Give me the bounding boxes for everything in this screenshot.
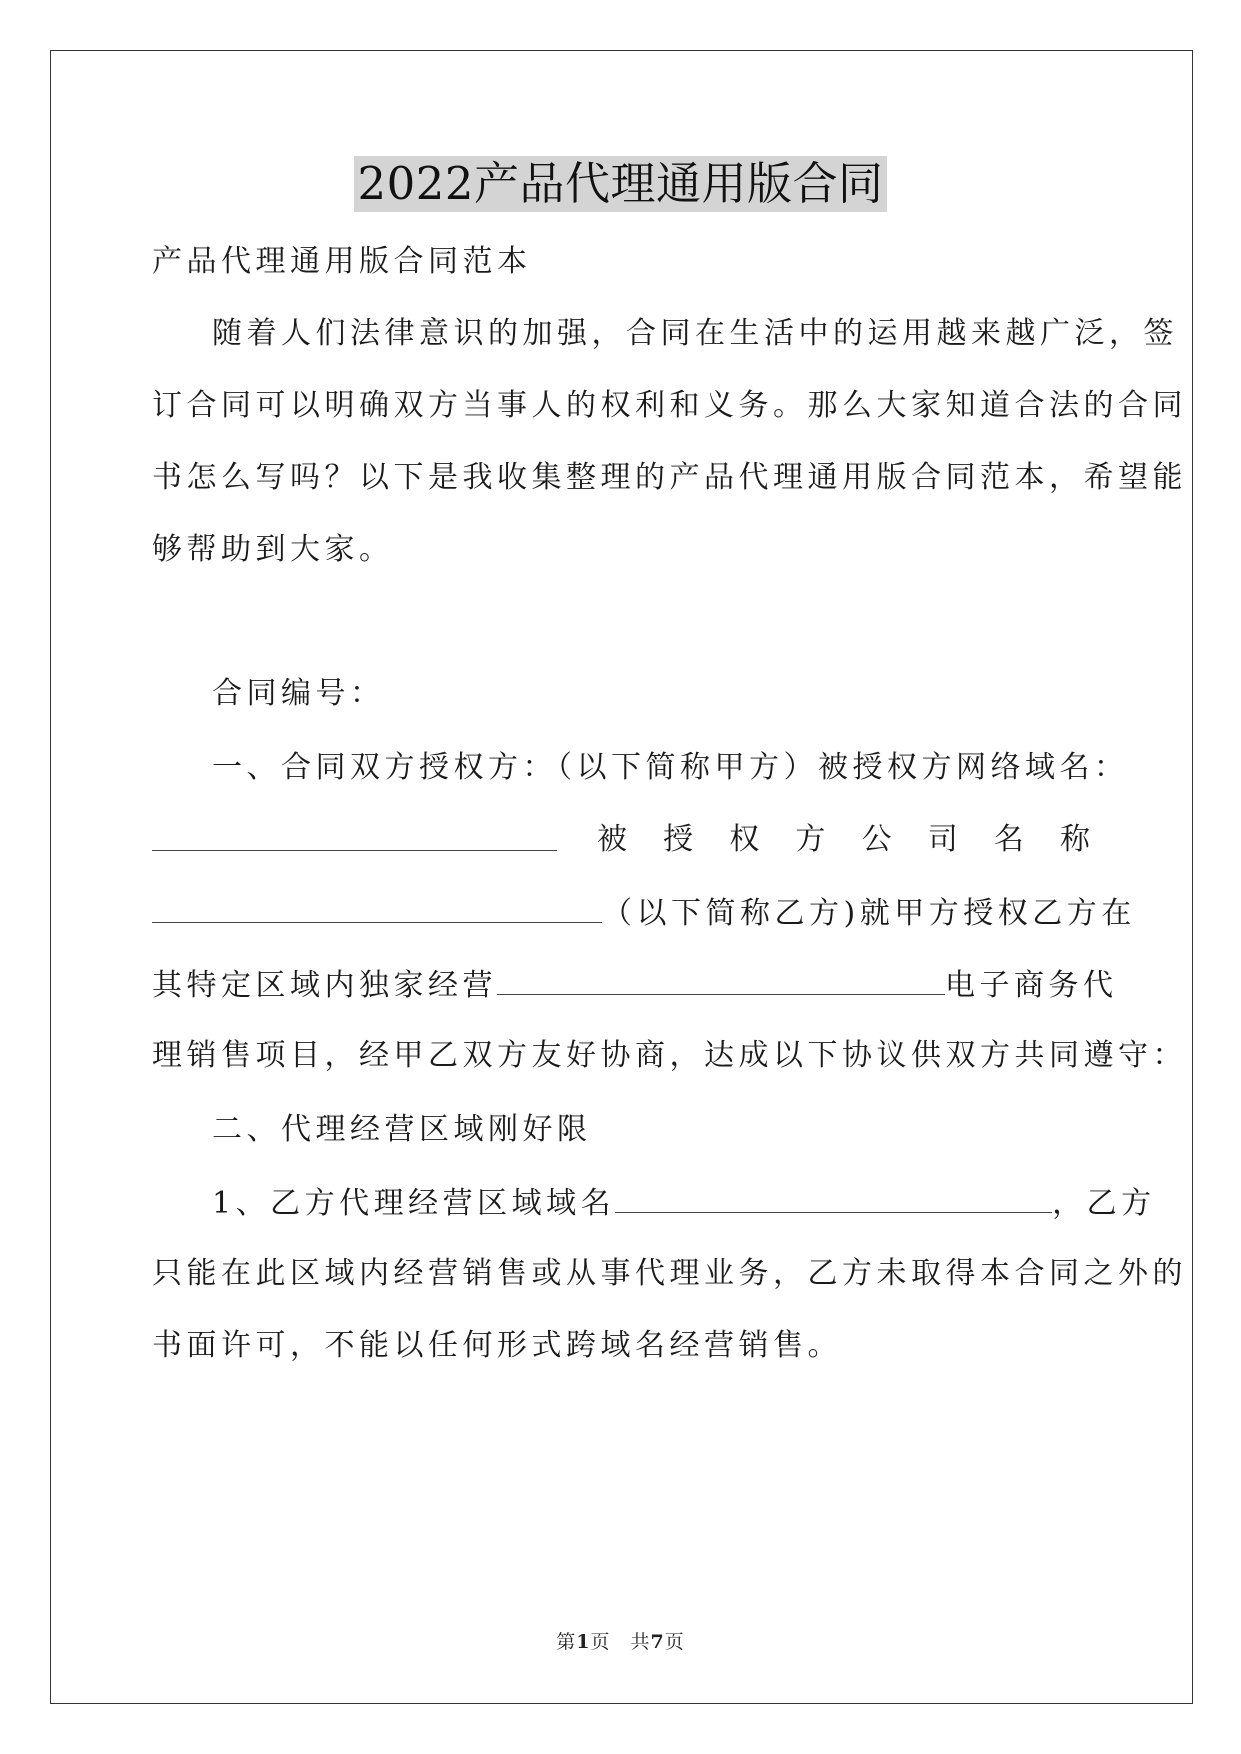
section1-line-2	[152, 820, 1090, 860]
section1-line-1: 一、合同双方授权方：（以下简称甲方）被授权方网络域名：	[212, 750, 1129, 785]
footer-text: 页	[664, 1631, 685, 1653]
blank-field-domain	[152, 820, 557, 851]
party-b-text: （以下简称乙方)就甲方授权乙方在	[602, 896, 1136, 931]
contract-number-label: 合同编号：	[212, 676, 385, 711]
section2-item1-line-1	[212, 1182, 1156, 1224]
section1-line-4	[152, 964, 1118, 1006]
footer-text: 页 共	[590, 1631, 651, 1653]
blank-field-company-name	[152, 892, 602, 923]
title-container	[0, 156, 1241, 212]
item1-prefix: 1、乙方代理经营区域域名	[212, 1186, 616, 1221]
ecommerce-text: 电子商务代	[945, 968, 1118, 1003]
intro-line-4: 够帮助到大家。	[152, 532, 394, 567]
char: 权	[729, 822, 760, 857]
section1-line-3	[152, 892, 1136, 934]
total-pages-number: 7	[650, 1631, 665, 1653]
char: 公	[861, 822, 892, 857]
intro-line-3: 书怎么写吗？以下是我收集整理的产品代理通用版合同范本，希望能	[152, 460, 1187, 495]
current-page-number: 1	[576, 1631, 591, 1653]
section2-item1-line-3: 书面许可，不能以任何形式跨域名经营销售。	[152, 1328, 842, 1363]
blank-field-product	[497, 964, 945, 995]
exclusive-operation-text: 其特定区域内独家经营	[152, 968, 497, 1003]
char: 名	[993, 822, 1024, 857]
section1-line-5: 理销售项目，经甲乙双方友好协商，达成以下协议供双方共同遵守：	[152, 1038, 1187, 1073]
page-border	[50, 50, 1193, 1704]
char: 授	[663, 822, 694, 857]
section2-heading: 二、代理经营区域刚好限	[212, 1112, 592, 1147]
intro-line-1: 随着人们法律意识的加强，合同在生活中的运用越来越广泛，签	[212, 316, 1178, 351]
char: 司	[927, 822, 958, 857]
char: 称	[1059, 822, 1090, 857]
document-title: 2022产品代理通用版合同	[354, 156, 886, 212]
page-footer	[0, 1629, 1241, 1655]
char: 被	[597, 822, 627, 857]
footer-text: 第	[556, 1631, 577, 1653]
intro-line-2: 订合同可以明确双方当事人的权利和义务。那么大家知道合法的合同	[152, 388, 1187, 423]
item1-suffix: ，乙方	[1052, 1186, 1156, 1221]
char: 方	[795, 822, 826, 857]
document-subtitle: 产品代理通用版合同范本	[152, 244, 532, 279]
section2-item1-line-2: 只能在此区域内经营销售或从事代理业务，乙方未取得本合同之外的	[152, 1256, 1187, 1291]
authorized-company-name-label	[597, 820, 1090, 860]
blank-field-region-domain	[615, 1182, 1052, 1213]
